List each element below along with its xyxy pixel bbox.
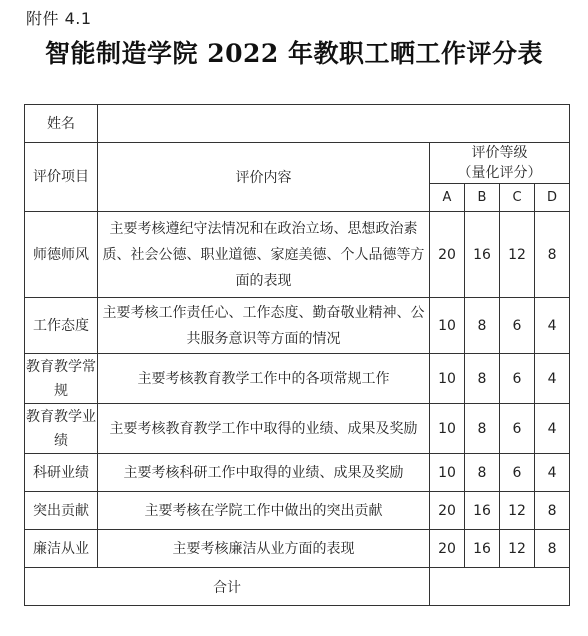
score-b: 8 [465, 454, 500, 492]
table-row [25, 212, 570, 298]
evaluation-item: 廉洁从业 [25, 530, 98, 568]
score-a: 10 [430, 298, 465, 354]
score-d: 4 [535, 298, 570, 354]
total-value-cell[interactable] [430, 568, 570, 606]
score-b: 16 [465, 530, 500, 568]
score-table [24, 104, 570, 606]
evaluation-item: 工作态度 [25, 298, 98, 354]
score-b: 8 [465, 298, 500, 354]
score-d: 4 [535, 354, 570, 404]
evaluation-content: 主要考核在学院工作中做出的突出贡献 [98, 492, 430, 530]
score-b: 16 [465, 212, 500, 298]
score-a: 10 [430, 354, 465, 404]
score-a: 20 [430, 212, 465, 298]
header-grade-line1: 评价等级 [471, 145, 528, 161]
header-item: 评价项目 [25, 143, 98, 212]
header-row [25, 143, 570, 184]
total-row [25, 568, 570, 606]
score-d: 8 [535, 212, 570, 298]
score-a: 20 [430, 530, 465, 568]
score-b: 8 [465, 404, 500, 454]
score-c: 6 [500, 404, 535, 454]
name-label: 姓名 [25, 105, 98, 143]
evaluation-item: 教育教学常规 [25, 354, 98, 404]
score-d: 4 [535, 454, 570, 492]
table-row [25, 298, 570, 354]
table-row [25, 404, 570, 454]
table-row [25, 492, 570, 530]
evaluation-content: 主要考核教育教学工作中取得的业绩、成果及奖励 [98, 404, 430, 454]
page-title: 智能制造学院 2022 年教职工晒工作评分表 [45, 39, 543, 68]
evaluation-content: 主要考核廉洁从业方面的表现 [98, 530, 430, 568]
grade-letter-a: A [430, 184, 465, 212]
score-c: 12 [500, 212, 535, 298]
score-b: 8 [465, 354, 500, 404]
score-c: 6 [500, 298, 535, 354]
total-label: 合计 [25, 568, 430, 606]
header-grade [430, 143, 570, 184]
score-c: 12 [500, 530, 535, 568]
score-c: 12 [500, 492, 535, 530]
evaluation-item: 突出贡献 [25, 492, 98, 530]
table-row [25, 354, 570, 404]
evaluation-item: 科研业绩 [25, 454, 98, 492]
evaluation-content: 主要考核教育教学工作中的各项常规工作 [98, 354, 430, 404]
score-b: 16 [465, 492, 500, 530]
grade-letter-c: C [500, 184, 535, 212]
table-row [25, 454, 570, 492]
header-content: 评价内容 [98, 143, 430, 212]
name-value-cell[interactable] [98, 105, 570, 143]
score-a: 10 [430, 404, 465, 454]
evaluation-item: 教育教学业绩 [25, 404, 98, 454]
header-grade-line2: （量化评分） [457, 165, 542, 181]
evaluation-content: 主要考核工作责任心、工作态度、勤奋敬业精神、公共服务意识等方面的情况 [98, 298, 430, 354]
evaluation-content: 主要考核科研工作中取得的业绩、成果及奖励 [98, 454, 430, 492]
score-d: 8 [535, 530, 570, 568]
evaluation-content: 主要考核遵纪守法情况和在政治立场、思想政治素质、社会公德、职业道德、家庭美德、个人品德等方面的表现 [98, 212, 430, 298]
score-d: 8 [535, 492, 570, 530]
evaluation-item: 师德师风 [25, 212, 98, 298]
grade-letter-b: B [465, 184, 500, 212]
score-a: 20 [430, 492, 465, 530]
name-row [25, 105, 570, 143]
score-c: 6 [500, 354, 535, 404]
score-d: 4 [535, 404, 570, 454]
table-row [25, 530, 570, 568]
grade-letter-d: D [535, 184, 570, 212]
score-a: 10 [430, 454, 465, 492]
attachment-label: 附件 4.1 [26, 9, 92, 28]
score-c: 6 [500, 454, 535, 492]
